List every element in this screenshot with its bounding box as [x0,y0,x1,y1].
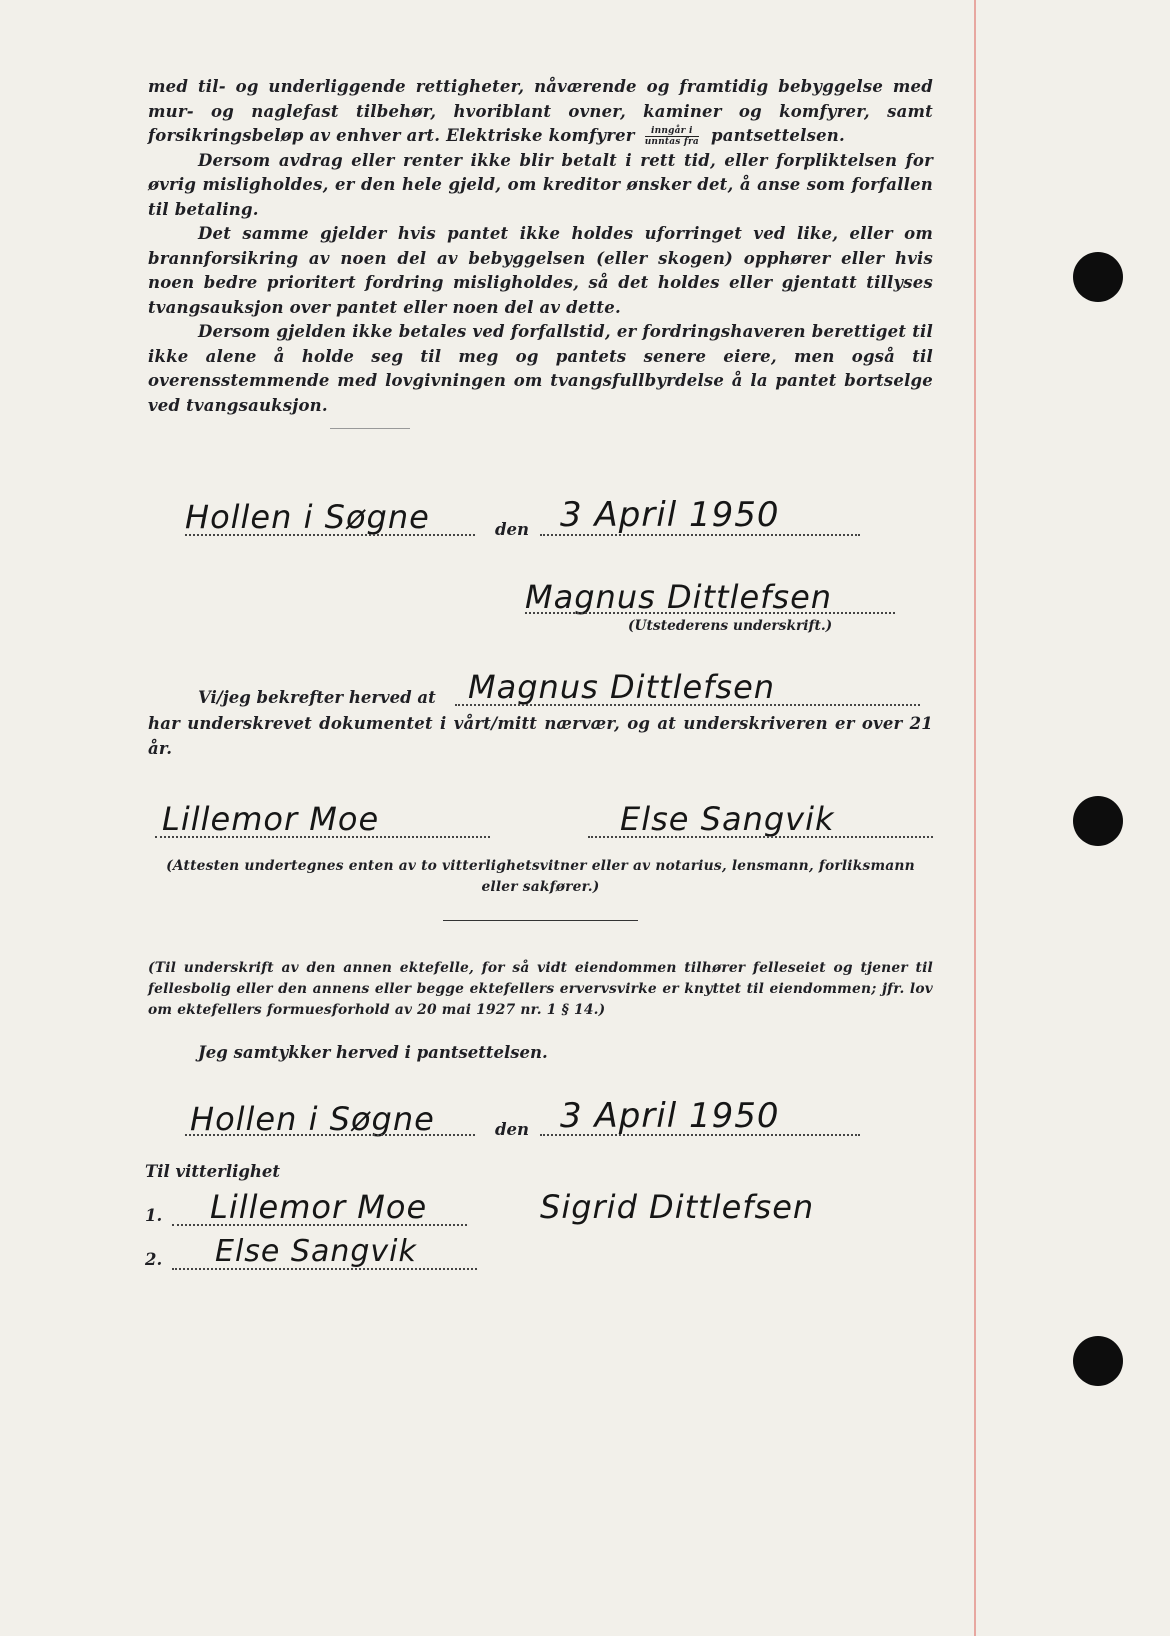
punch-hole [1073,252,1123,302]
paragraph-collateral: Det samme gjelder hvis pantet ikke holdes uforringet ved like, eller om brannforsikring av noen del av bebyggelsen (eller skogen) opphører eller hvis noen bedre prioritert fordring misligholdes, så det holdes eller gjentatt tillyses tvangsauksjon over pantet eller noen del av dette. [148,224,933,317]
red-margin-line [974,0,976,1636]
fraction-bottom: unntas fra [644,137,699,147]
place-dotted-line [185,1134,475,1136]
signature-dotted-line [525,612,895,614]
issuer-place-handwritten: Hollen i Søgne [185,498,430,536]
spouse-place-handwritten: Hollen i Søgne [190,1100,435,1138]
place-dotted-line [185,534,475,536]
spouse-signature: Sigrid Dittlefsen [540,1188,815,1226]
divider [330,428,410,429]
attest-statement: har underskrevet dokumentet i vårt/mitt nærvær, og at underskriveren er over 21 år. [148,714,933,758]
witness1-dotted-line [172,1224,467,1226]
issuer-date-handwritten: 3 April 1950 [560,495,780,535]
witness1-dotted-line [155,836,490,838]
paragraph-text: pantsettelsen. [710,126,845,145]
punch-hole [1073,1336,1123,1386]
issuer-signature: Magnus Dittlefsen [525,578,833,616]
attest-note: (Attesten undertegnes enten av to vitterlighetsvitner eller av notarius, lensmann, forliksmann eller sakfører.) [166,858,915,895]
paragraph-text: med til- og underliggende rettigheter, nåværende og framtidig bebyggelse med mur- og naglefast tilbehør, hvoriblant ovner, kaminer og komfyrer, samt forsikringsbeløp av enhver art. Elektriske komfyrer [148,77,933,145]
spouse-consent: Jeg samtykker herved i pantsettelsen. [198,1043,548,1062]
spouse-witness-1: Lillemor Moe [210,1188,428,1226]
vitterlighet-label: Til vitterlighet [145,1162,281,1181]
witness-number-2: 2. [145,1250,163,1269]
paragraph-default: Dersom avdrag eller renter ikke blir betalt i rett tid, eller forpliktelsen for øvrig misligholdes, er den hele gjeld, om kreditor ønsker det, å anse som forfallen til betaling. [148,150,933,219]
witness2-dotted-line [172,1268,477,1270]
den-label: den [495,1120,530,1139]
attest-lead: Vi/jeg bekrefter herved at [198,688,436,707]
witness2-dotted-line [588,836,933,838]
attest-name-handwritten: Magnus Dittlefsen [468,668,776,706]
divider [443,920,638,921]
paragraph-enforcement: Dersom gjelden ikke betales ved forfallstid, er fordringshaveren berettiget til ikke alene å holde seg til meg og pantets senere eiere, men også til overensstemmende med lovgivningen om tvangsfullbyrdelse å la pantet bortselge ved tvangsauksjon. [148,322,933,415]
date-dotted-line [540,1134,860,1136]
spouse-witness-2: Else Sangvik [215,1234,417,1269]
attest-dotted-line [455,704,920,706]
den-label: den [495,520,530,539]
attest-witness-1: Lillemor Moe [162,800,380,838]
attest-witness-2: Else Sangvik [620,800,835,838]
date-dotted-line [540,534,860,536]
witness-number-1: 1. [145,1206,163,1225]
fraction-choice [645,126,699,147]
paragraph-property [148,75,933,149]
fraction-top: inngår i [645,126,699,137]
spouse-note: (Til underskrift av den annen ektefelle, for så vidt eiendommen tilhører felleseiet og tjener til fellesbolig eller den annens eller begge ektefellers ervervsvirke er knyttet til eiendommen; jfr. lov om ektefellers formuesforhold av 20 mai 1927 nr. 1 § 14.) [148,960,933,1018]
punch-hole [1073,796,1123,846]
issuer-signature-caption: (Utstederens underskrift.) [628,618,833,634]
mortgage-terms [148,75,933,418]
spouse-date-handwritten: 3 April 1950 [560,1096,780,1136]
